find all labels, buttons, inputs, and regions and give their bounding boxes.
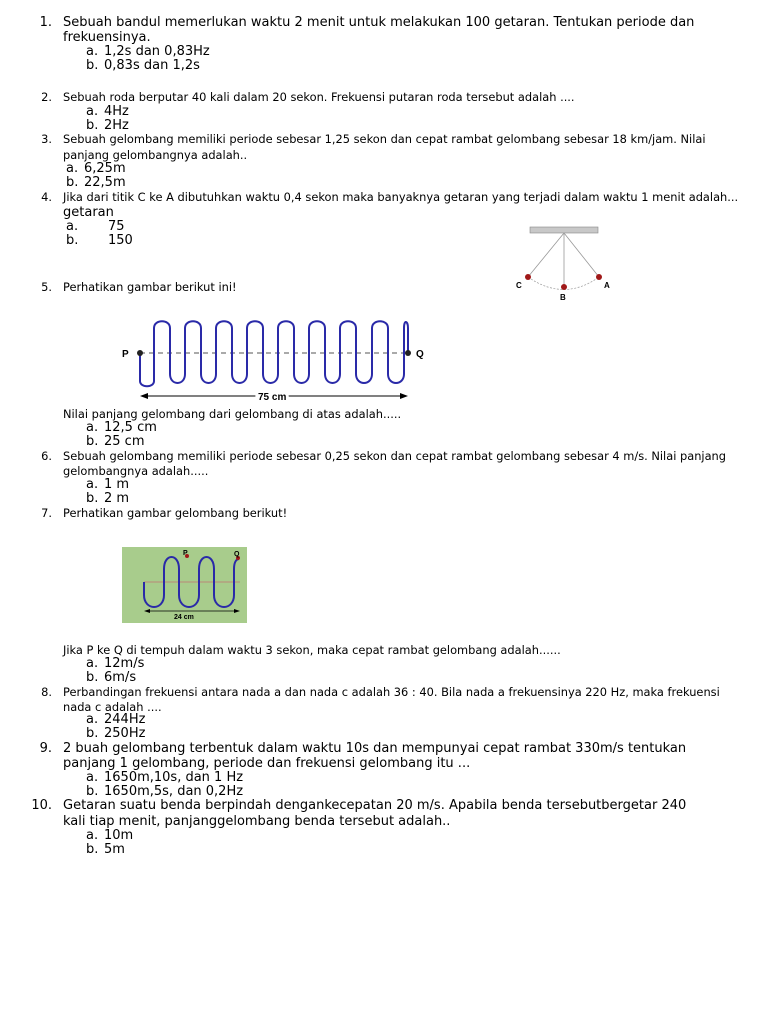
length-label: 24 cm (174, 614, 194, 621)
label-q: Q (416, 349, 424, 360)
arrow-head-right (400, 393, 408, 399)
q3-number: 3. (41, 132, 52, 146)
q3-text: Sebuah gelombang memiliki periode sebesar 1,25 sekon dan cepat rambat gelombang sebesar 18 km/jam. Nilai (63, 132, 706, 146)
q8-option-b: b. 250Hz (86, 726, 146, 741)
point-p (137, 350, 143, 356)
q9-text: 2 buah gelombang terbentuk dalam waktu 10s dan mempunyai cepat rambat 330m/s tentukan (63, 741, 687, 756)
q9-option-b: b. 1650m,5s, dan 0,2Hz (86, 784, 244, 799)
q3-option-b: b. 22,5m (66, 175, 126, 190)
q3-option-a: a. 6,25m (66, 161, 126, 176)
q1-text-cont: frekuensinya. (63, 30, 151, 45)
q7-option-a: a. 12m/s (86, 656, 145, 671)
q6-text-cont: gelombangnya adalah..... (63, 464, 209, 478)
figure-background (122, 547, 247, 623)
q7-text-cont: Jika P ke Q di tempuh dalam waktu 3 sekon, maka cepat rambat gelombang adalah...... (63, 643, 561, 657)
q7-text: Perhatikan gambar gelombang berikut! (63, 506, 288, 520)
q6-number: 6. (41, 449, 52, 463)
q6-option-a: a. 1 m (86, 477, 130, 492)
pendulum-figure (510, 222, 620, 304)
q10-option-a: a. 10m (86, 828, 134, 843)
point-q (405, 350, 411, 356)
q1-text: Sebuah bandul memerlukan waktu 2 menit untuk melakukan 100 getaran. Tentukan periode dan (63, 15, 695, 30)
pendulum-ceiling (530, 227, 598, 233)
q7-number: 7. (41, 506, 52, 520)
q10-text-cont: kali tiap menit, panjanggelombang benda tersebut adalah.. (63, 814, 451, 829)
q5-option-a: a. 12,5 cm (86, 420, 157, 435)
q10-option-b: b. 5m (86, 842, 125, 857)
q2-number: 2. (41, 90, 52, 104)
label-q: Q (234, 551, 240, 558)
q2-text: Sebuah roda berputar 40 kali dalam 20 sekon. Frekuensi putaran roda tersebut adalah .... (63, 90, 575, 104)
wave-figure-24cm (122, 547, 247, 623)
q8-option-a: a. 244Hz (86, 712, 146, 727)
q4-text: Jika dari titik C ke A dibutuhkan waktu 0,4 sekon maka banyaknya getaran yang terjadi dalam waktu 1 menit adalah... (63, 190, 739, 204)
wave-line (140, 321, 408, 386)
pendulum-string-a (564, 233, 599, 277)
length-label: 75 cm (258, 392, 287, 403)
label-b: B (560, 293, 566, 302)
bob-a (596, 274, 602, 280)
q9-option-a: a. 1650m,10s, dan 1 Hz (86, 770, 244, 785)
q4-option-a: a. 75 (66, 219, 125, 234)
bob-c (525, 274, 531, 280)
q3-text-cont: panjang gelombangnya adalah.. (63, 148, 248, 162)
q5-number: 5. (41, 280, 52, 294)
q1-option-b: b. 0,83s dan 1,2s (86, 58, 200, 73)
q5-option-b: b. 25 cm (86, 434, 145, 449)
q5-text: Perhatikan gambar berikut ini! (63, 280, 237, 294)
label-a: A (604, 281, 610, 290)
q10-number: 10. (31, 798, 52, 813)
q8-text: Perbandingan frekuensi antara nada a dan nada c adalah 36 : 40. Bila nada a frekuensinya 220 Hz, maka frekuensi (63, 685, 720, 699)
arrow-head-left (140, 393, 148, 399)
label-p: P (183, 550, 188, 557)
q8-text-cont: nada c adalah .... (63, 700, 162, 714)
q5-text-cont: Nilai panjang gelombang dari gelombang di atas adalah..... (63, 407, 402, 421)
q4-text-cont: getaran (63, 205, 114, 220)
bob-b (561, 284, 567, 290)
q9-number: 9. (39, 741, 52, 756)
q4-option-b: b. 150 (66, 233, 133, 248)
q4-number: 4. (41, 190, 52, 204)
q7-option-b: b. 6m/s (86, 670, 137, 685)
pendulum-string-c (528, 233, 564, 277)
label-c: C (516, 281, 522, 290)
q10-text: Getaran suatu benda berpindah dengankecepatan 20 m/s. Apabila benda tersebutbergetar 240 (63, 798, 687, 813)
q2-option-b: b. 2Hz (86, 118, 129, 133)
q6-option-b: b. 2 m (86, 491, 130, 506)
q1-option-a: a. 1,2s dan 0,83Hz (86, 44, 210, 59)
q1-number: 1. (39, 15, 52, 30)
q2-option-a: a. 4Hz (86, 104, 129, 119)
q9-text-cont: panjang 1 gelombang, periode dan frekuensi gelombang itu ... (63, 756, 471, 771)
q6-text: Sebuah gelombang memiliki periode sebesar 0,25 sekon dan cepat rambat gelombang sebesar 4 m/s. Nilai panjang (63, 449, 727, 463)
wave-figure-75cm (118, 316, 438, 406)
q8-number: 8. (41, 685, 52, 699)
label-p: P (122, 349, 129, 360)
